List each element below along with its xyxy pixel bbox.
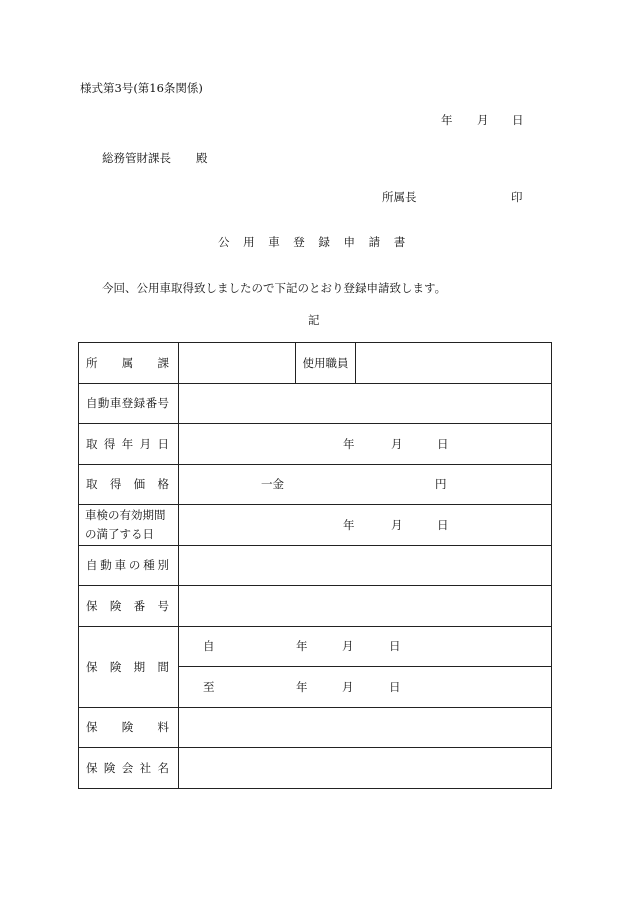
- label-department: 所属課: [86, 355, 169, 370]
- inspection-day-label: 日: [437, 517, 449, 532]
- request-statement: 今回、公用車取得致しましたので下記のとおり登録申請致します。: [102, 281, 447, 295]
- label-inspection-expiry: [85, 506, 166, 544]
- acquisition-day-label: 日: [437, 436, 449, 451]
- inspection-expiry-value: [179, 505, 552, 546]
- period-to-marker: 至: [203, 679, 215, 694]
- date-day-label: 日: [512, 113, 524, 127]
- row-department: [79, 343, 552, 384]
- label-cell-inspection-expiry: [79, 505, 179, 546]
- insurance-period-values: [179, 627, 552, 708]
- acquisition-price-value: [179, 465, 552, 506]
- period-to-year-label: 年: [296, 679, 308, 694]
- period-to-month-label: 月: [342, 679, 354, 694]
- addressee-name: 総務管財課長: [102, 151, 171, 165]
- label-vehicle-type: 自動車の種別: [86, 558, 169, 573]
- period-to-day-label: 日: [389, 679, 401, 694]
- label-insurance-company: 保険会社名: [86, 760, 169, 775]
- label-cell-department: [79, 343, 179, 384]
- registration-table: [78, 342, 552, 789]
- row-insurance-fee: [79, 708, 552, 749]
- label-cell-insurance-fee: [79, 708, 179, 749]
- addressee-honorific: 殿: [196, 151, 208, 165]
- row-registration-number: [79, 384, 552, 425]
- department-value: [179, 343, 296, 384]
- label-cell-vehicle-type: [79, 546, 179, 587]
- label-cell-user-staff: [296, 343, 356, 384]
- row-inspection-expiry: [79, 505, 552, 546]
- document-title: 公用車登録申請書: [218, 235, 419, 249]
- period-from-month-label: 月: [342, 639, 354, 654]
- label-acquisition-price: 取得価格: [86, 477, 169, 492]
- label-cell-insurance-company: [79, 748, 179, 789]
- label-cell-registration-number: [79, 384, 179, 425]
- seal-mark: 印: [511, 190, 523, 204]
- price-prefix: 一金: [261, 477, 284, 492]
- insurance-company-value: [179, 748, 552, 789]
- label-user-staff: 使用職員: [302, 355, 349, 370]
- row-insurance-number: [79, 586, 552, 627]
- vehicle-type-value: [179, 546, 552, 587]
- label-acquisition-date: 取得年月日: [86, 436, 169, 451]
- acquisition-month-label: 月: [391, 436, 403, 451]
- label-inspection-expiry-line-1: 車検の有効期間: [85, 507, 166, 522]
- row-acquisition-price: [79, 465, 552, 506]
- label-cell-acquisition-price: [79, 465, 179, 506]
- applicant-title: 所属長: [382, 190, 417, 204]
- acquisition-year-label: 年: [343, 436, 355, 451]
- registration-number-value: [179, 384, 552, 425]
- date-year-label: 年: [441, 113, 453, 127]
- label-insurance-number: 保険番号: [86, 598, 169, 613]
- insurance-fee-value: [179, 708, 552, 749]
- insurance-period-from: [179, 627, 552, 668]
- row-insurance-company: [79, 748, 552, 789]
- row-vehicle-type: [79, 546, 552, 587]
- user-staff-value: [356, 343, 552, 384]
- inspection-month-label: 月: [391, 517, 403, 532]
- label-insurance-fee: 保険料: [86, 720, 169, 735]
- period-from-day-label: 日: [389, 639, 401, 654]
- form-number: 様式第3号(第16条関係): [80, 81, 203, 95]
- price-unit: 円: [435, 477, 447, 492]
- note-heading: 記: [308, 313, 320, 327]
- label-cell-insurance-number: [79, 586, 179, 627]
- row-insurance-period: [79, 627, 552, 708]
- label-cell-insurance-period: [79, 627, 179, 708]
- inspection-year-label: 年: [343, 517, 355, 532]
- label-insurance-period: 保険期間: [86, 659, 169, 674]
- period-from-year-label: 年: [296, 639, 308, 654]
- acquisition-date-value: [179, 424, 552, 465]
- label-cell-acquisition-date: [79, 424, 179, 465]
- label-inspection-expiry-line-2: の満了する日: [85, 526, 154, 541]
- insurance-period-to: [179, 667, 552, 708]
- period-from-marker: 自: [203, 639, 215, 654]
- row-acquisition-date: [79, 424, 552, 465]
- insurance-number-value: [179, 586, 552, 627]
- date-month-label: 月: [477, 113, 489, 127]
- label-registration-number: 自動車登録番号: [86, 396, 169, 411]
